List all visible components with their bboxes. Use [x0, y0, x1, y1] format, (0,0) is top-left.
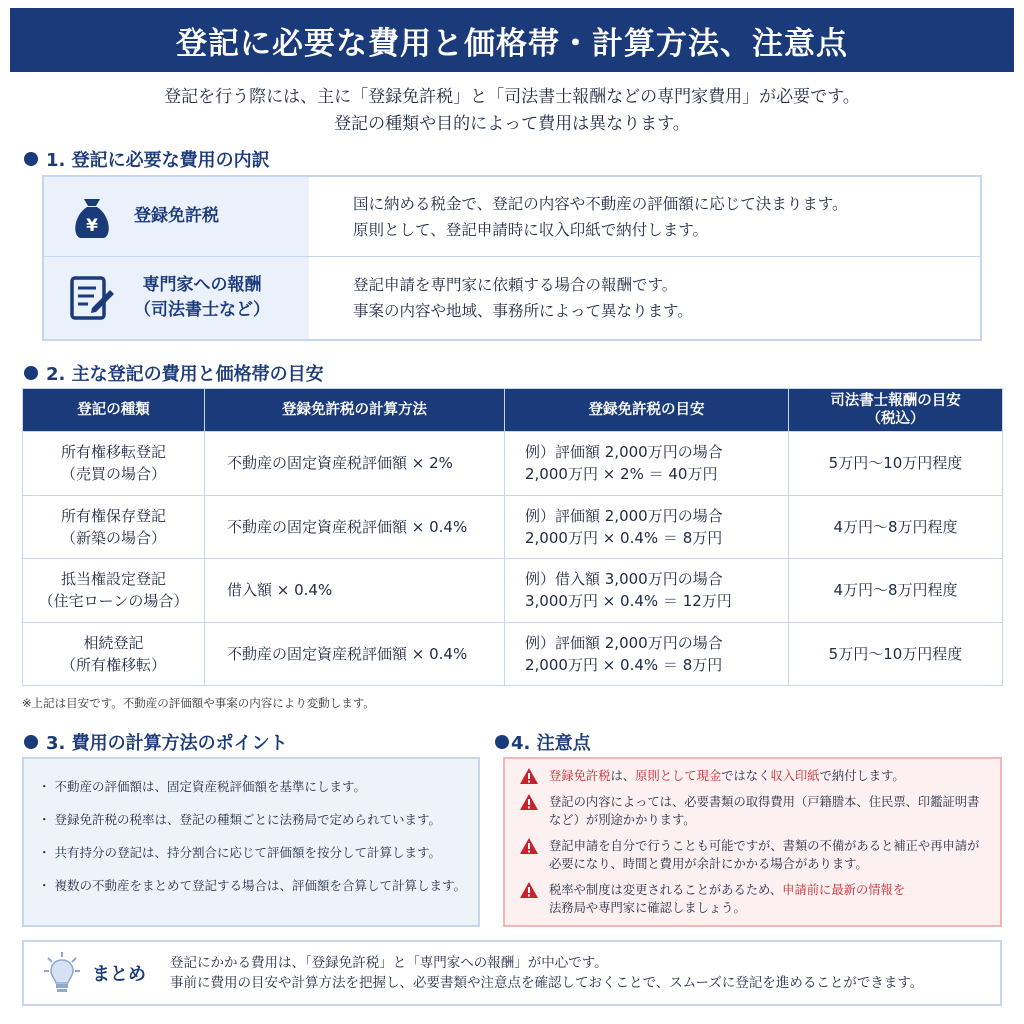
breakdown-label: [44, 177, 309, 256]
table-cell-estimate: [505, 622, 789, 686]
breakdown-label: [44, 257, 309, 339]
bullet-dot-icon: [24, 152, 38, 166]
cautions-box: [503, 757, 1002, 927]
caution-item: [519, 837, 990, 873]
table-cell-type: [23, 622, 205, 686]
table-cell-fee: 5万円〜10万円程度: [789, 432, 1003, 496]
caution-highlight: 申請前に最新の情報を: [782, 883, 906, 897]
table-cell-type: [23, 432, 205, 496]
intro-line-2: 登記の種類や目的によって費用は異なります。: [334, 114, 690, 134]
caution-item: [519, 881, 990, 917]
cell-line: 2,000万円 × 0.4% ＝ 8万円: [525, 528, 723, 547]
table-cell-method: 不動産の固定資産税評価額 × 0.4%: [205, 622, 505, 686]
cell-line: （売買の場合）: [60, 465, 166, 484]
list-item: ・ 不動産の評価額は、固定資産税評価額を基準にします。: [38, 779, 366, 794]
cell-line: 相続登記: [83, 633, 144, 652]
table-footnote: ※上記は目安です。不動産の評価額や事案の内容により変動します。: [22, 696, 375, 710]
cell-line: 2,000万円 × 0.4% ＝ 8万円: [525, 655, 723, 674]
caution-text-part: 法務局や専門家に確認しましょう。: [549, 901, 746, 915]
breakdown-desc: [309, 177, 980, 256]
section2-heading-text: 2. 主な登記の費用と価格帯の目安: [46, 364, 324, 385]
caution-highlight: 原則として現金: [635, 769, 722, 783]
caution-text-part: で納付します。: [819, 769, 905, 783]
table-cell-estimate: [505, 495, 789, 559]
column-header-line: （税込）: [866, 411, 925, 427]
list-item: ・ 共有持分の登記は、持分割合に応じて評価額を按分して計算します。: [38, 845, 441, 860]
summary-box: [22, 940, 1002, 1006]
breakdown-row-registration-tax: [44, 177, 980, 257]
breakdown-label-text: [134, 273, 270, 323]
summary-heading: まとめ: [92, 964, 146, 985]
table-row: [23, 622, 1003, 686]
section1-heading: [24, 146, 270, 172]
cell-line: 抵当権設定登記: [60, 570, 166, 589]
bullet-dot-icon: [24, 735, 38, 749]
table-row: [23, 559, 1003, 623]
caution-text: 登記の内容によっては、必要書類の取得費用（戸籍謄本、住民票、印鑑証明書など）が別途かかります。: [549, 795, 980, 827]
table-cell-estimate: [505, 432, 789, 496]
section4-heading-text: 4. 注意点: [511, 733, 591, 754]
cell-line: 所有権移転登記: [60, 443, 166, 462]
breakdown-desc: [309, 257, 980, 339]
cell-line: （住宅ローンの場合）: [38, 592, 189, 611]
table-cell-type: [23, 559, 205, 623]
summary-line: 登記にかかる費用は、「登録免許税」と「専門家への報酬」が中心です。: [170, 955, 608, 971]
section4-heading: [495, 729, 591, 755]
breakdown-row-professional-fee: [44, 257, 980, 339]
summary-text: [170, 953, 923, 993]
table-cell-type: [23, 495, 205, 559]
column-header: 登録免許税の目安: [505, 389, 789, 432]
list-item: ・ 複数の不動産をまとめて登記する場合は、評価額を合算して計算します。: [38, 878, 466, 893]
warning-icon: [519, 837, 539, 855]
breakdown-label-line: （司法書士など）: [134, 300, 270, 320]
caution-highlight: 収入印紙: [770, 769, 820, 783]
cell-line: 例）評価額 2,000万円の場合: [525, 506, 723, 525]
caution-highlight: 登録免許税: [549, 769, 611, 783]
calculation-points-box: [22, 757, 480, 927]
table-cell-method: 不動産の固定資産税評価額 × 2%: [205, 432, 505, 496]
caution-text: 登記申請を自分で行うことも可能ですが、書類の不備があると補正や再申請が必要になり、時間と費用が余計にかかる場合があります。: [549, 839, 980, 871]
warning-icon: [519, 767, 539, 785]
bullet-dot-icon: [24, 366, 38, 380]
fee-table: [22, 388, 1003, 686]
column-header-line: 司法書士報酬の目安: [830, 393, 961, 409]
warning-icon: [519, 881, 539, 899]
caution-text: [549, 767, 905, 785]
cell-line: 例）評価額 2,000万円の場合: [525, 633, 723, 652]
breakdown-desc-line: 国に納める税金で、登記の内容や不動産の評価額に応じて決まります。: [353, 194, 848, 213]
cell-line: 所有権保存登記: [60, 506, 166, 525]
table-row: [23, 432, 1003, 496]
money-bag-yen-icon: [66, 191, 118, 243]
document-pen-icon: [66, 272, 118, 324]
table-cell-fee: 4万円〜8万円程度: [789, 495, 1003, 559]
caution-item: [519, 767, 990, 785]
table-cell-estimate: [505, 559, 789, 623]
warning-icon: [519, 793, 539, 811]
section3-heading: [24, 729, 288, 755]
breakdown-desc-line: 登記申請を専門家に依頼する場合の報酬です。: [353, 276, 678, 294]
section1-heading-text: 1. 登記に必要な費用の内訳: [46, 150, 270, 171]
caution-text: [549, 881, 905, 917]
cell-line: 2,000万円 × 2% ＝ 40万円: [525, 465, 718, 484]
section2-heading: [24, 360, 324, 386]
cost-breakdown-box: [42, 175, 982, 341]
table-cell-method: 不動産の固定資産税評価額 × 0.4%: [205, 495, 505, 559]
cell-line: 例）借入額 3,000万円の場合: [525, 570, 723, 589]
table-row: [23, 495, 1003, 559]
cell-line: 例）評価額 2,000万円の場合: [525, 443, 723, 462]
bullet-dot-icon: [495, 735, 509, 749]
cell-line: （新築の場合）: [60, 528, 166, 547]
cell-line: 3,000万円 × 0.4% ＝ 12万円: [525, 592, 732, 611]
table-header-row: [23, 389, 1003, 432]
table-cell-method: 借入額 × 0.4%: [205, 559, 505, 623]
list-item: ・ 登録免許税の税率は、登記の種類ごとに法務局で定められています。: [38, 812, 441, 827]
cell-line: （所有権移転）: [60, 655, 166, 674]
caution-item: [519, 793, 990, 829]
column-header: 登記の種類: [23, 389, 205, 432]
caution-text-part: は、: [610, 769, 636, 783]
breakdown-label-line: 専門家への報酬: [142, 275, 262, 295]
intro-line-1: 登記を行う際には、主に「登録免許税」と「司法書士報酬などの専門家費用」が必要です。: [164, 87, 860, 107]
page-title: 登記に必要な費用と価格帯・計算方法、注意点: [10, 8, 1014, 72]
table-cell-fee: 4万円〜8万円程度: [789, 559, 1003, 623]
column-header: 登録免許税の計算方法: [205, 389, 505, 432]
caution-text-part: ではなく: [721, 769, 771, 783]
svg-text:¥: ¥: [86, 215, 98, 236]
lightbulb-icon: [44, 951, 80, 995]
section3-heading-text: 3. 費用の計算方法のポイント: [46, 733, 288, 754]
summary-line: 事前に費用の目安や計算方法を把握し、必要書類や注意点を確認しておくことで、スムーズに登記を進めることができます。: [170, 975, 924, 991]
intro-text: [0, 84, 1024, 138]
caution-text-part: 税率や制度は変更されることがあるため、: [549, 883, 783, 897]
column-header: [789, 389, 1003, 432]
breakdown-desc-line: 原則として、登記申請時に収入印紙で納付します。: [353, 220, 708, 239]
breakdown-label-text: 登録免許税: [134, 206, 219, 226]
breakdown-desc-line: 事案の内容や地域、事務所によって異なります。: [353, 302, 693, 320]
table-cell-fee: 5万円〜10万円程度: [789, 622, 1003, 686]
